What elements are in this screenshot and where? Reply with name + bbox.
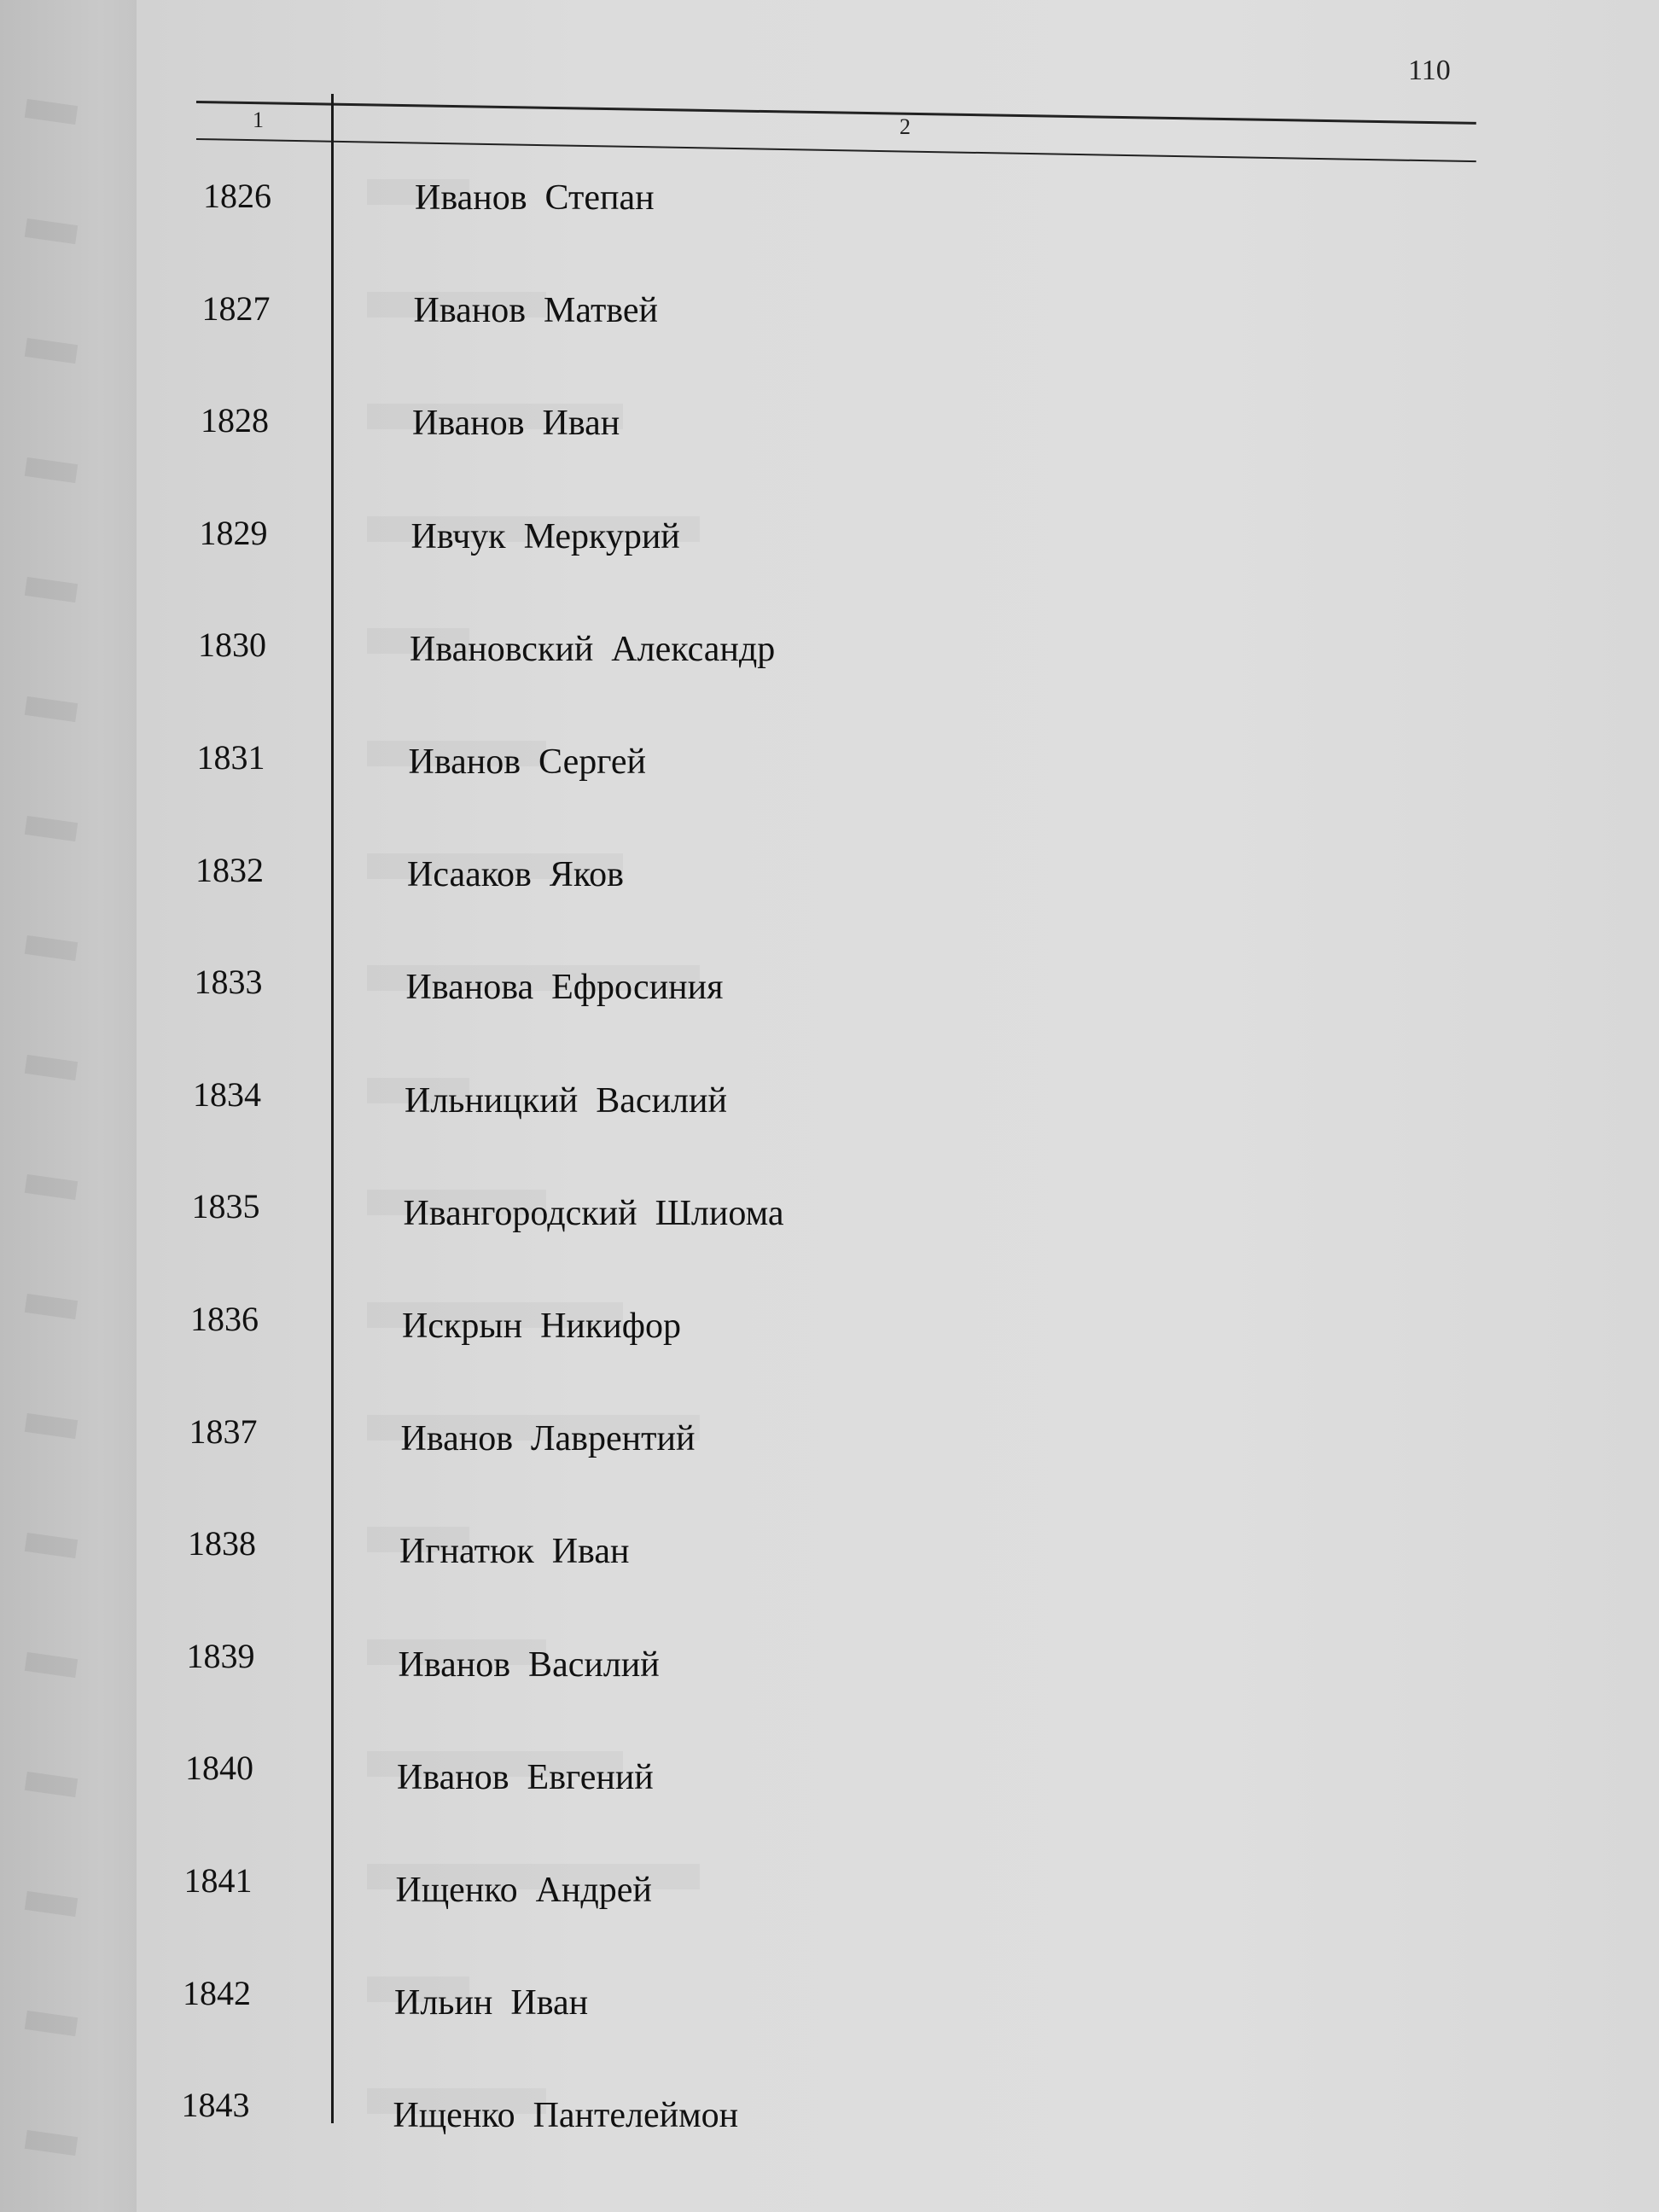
bleed-through-mark	[367, 1527, 469, 1552]
bleed-through-mark	[367, 404, 623, 429]
entry-number: 1840	[185, 1749, 253, 1788]
previous-page-mark	[25, 1652, 78, 1678]
previous-page-mark	[25, 1891, 78, 1917]
bleed-through-mark	[367, 965, 700, 991]
page	[137, 0, 1659, 2212]
entry-name: Искрын Никифор	[402, 1307, 681, 1346]
bleed-through-mark	[367, 1190, 546, 1215]
previous-page-mark	[25, 1772, 78, 1797]
entry-name: Ивчук Меркурий	[410, 516, 680, 556]
entry-name: Иванов Василий	[398, 1644, 660, 1685]
entry-name: Ищенко Пантелеймон	[393, 2096, 739, 2136]
entry-name: Иванов Лаврентий	[400, 1419, 696, 1459]
entry-number: 1830	[198, 626, 266, 665]
entry-number: 1826	[203, 177, 271, 215]
bleed-through-mark	[367, 1078, 469, 1103]
entry-number: 1831	[196, 738, 265, 777]
entry-number: 1827	[201, 288, 271, 328]
previous-page-edge	[0, 0, 145, 2212]
page-number: 110	[1408, 55, 1451, 86]
bleed-through-mark	[367, 1751, 623, 1777]
entry-name: Иванов Сергей	[408, 742, 647, 782]
entry-name: Ильницкий Василий	[405, 1080, 727, 1121]
previous-page-mark	[25, 1413, 78, 1439]
previous-page-mark	[25, 1294, 78, 1319]
previous-page-mark	[25, 1533, 78, 1558]
entry-number: 1834	[193, 1074, 261, 1114]
previous-page-mark	[25, 457, 78, 483]
entry-name: Ищенко Андрей	[395, 1871, 652, 1910]
entry-number: 1835	[191, 1187, 260, 1226]
column-divider	[331, 94, 334, 2123]
previous-page-mark	[25, 99, 78, 125]
entry-number: 1842	[183, 1973, 251, 2012]
bleed-through-mark	[367, 516, 700, 542]
entry-name: Ивангородский Шлиома	[403, 1193, 784, 1233]
previous-page-mark	[25, 696, 78, 722]
previous-page-mark	[25, 2130, 78, 2156]
bleed-through-mark	[367, 628, 469, 654]
bleed-through-mark	[367, 741, 546, 766]
entry-name: Иванов Матвей	[413, 291, 659, 331]
previous-page-mark	[25, 816, 78, 841]
entry-name: Ильин Иван	[394, 1983, 589, 2023]
previous-page-mark	[25, 218, 78, 244]
entry-number: 1828	[201, 401, 269, 440]
previous-page-mark	[25, 577, 78, 602]
entry-number: 1836	[190, 1300, 259, 1338]
entry-number: 1833	[194, 963, 263, 1002]
bleed-through-mark	[367, 1976, 469, 2002]
entry-number: 1843	[181, 2086, 250, 2125]
entry-name: Иванов Степан	[415, 178, 655, 218]
entry-number: 1837	[189, 1412, 258, 1451]
column-header-2: 2	[899, 114, 911, 139]
bleed-through-mark	[367, 2088, 546, 2114]
bleed-through-mark	[367, 292, 546, 317]
column-header-1: 1	[253, 108, 264, 132]
bleed-through-mark	[367, 853, 623, 879]
entry-name: Иванова Ефросиния	[405, 968, 724, 1008]
previous-page-mark	[25, 2011, 78, 2036]
entry-name: Ивановский Александр	[410, 629, 776, 669]
bleed-through-mark	[367, 1302, 623, 1328]
bleed-through-mark	[367, 1864, 700, 1889]
entry-name: Игнатюк Иван	[399, 1532, 630, 1572]
entry-number: 1829	[199, 513, 268, 552]
bleed-through-mark	[367, 1639, 546, 1665]
entry-name: Иванов Евгений	[397, 1757, 654, 1797]
bleed-through-mark	[367, 179, 469, 205]
bleed-through-mark	[367, 1415, 700, 1441]
entry-number: 1839	[186, 1636, 255, 1675]
previous-page-mark	[25, 1174, 78, 1200]
previous-page-mark	[25, 1055, 78, 1080]
previous-page-mark	[25, 338, 78, 364]
entry-number: 1841	[183, 1861, 253, 1900]
entry-name: Иванов Иван	[412, 404, 620, 444]
entry-number: 1832	[195, 850, 264, 889]
entry-number: 1838	[188, 1524, 256, 1563]
entry-name: Исааков Яков	[407, 855, 624, 895]
previous-page-mark	[25, 935, 78, 961]
